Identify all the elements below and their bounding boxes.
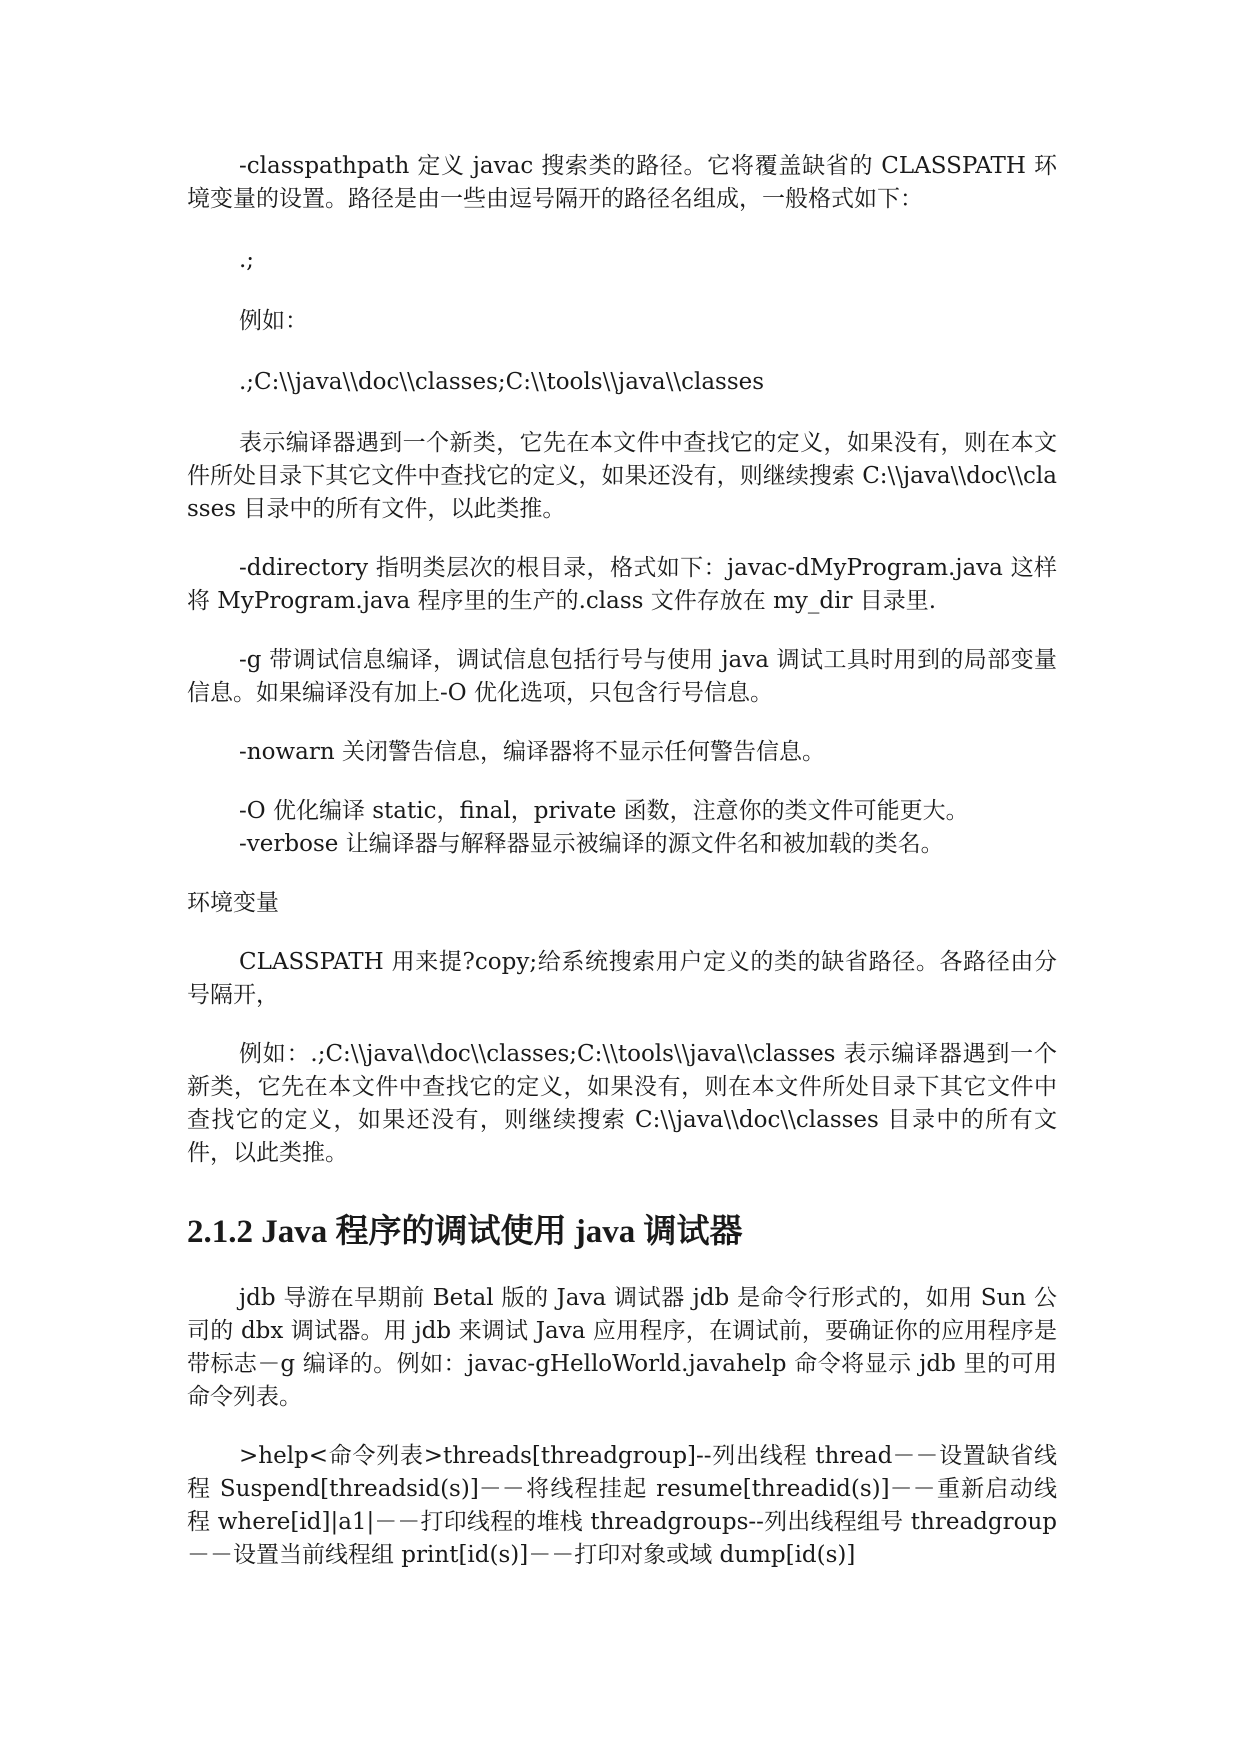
paragraph-classpath: -classpathpath 定义 javac 搜索类的路径。它将覆盖缺省的 CLASSPATH 环境变量的设置。路径是由一些由逗号隔开的路径名组成，一般格式如下： [187, 153, 1057, 212]
paragraph-jdb-commands: >help<命令列表>threads[threadgroup]--列出线程 thread－－设置缺省线程 Suspend[threadsid(s)]－－将线程挂起 resume[threadid(s)]－－重新启动线程 where[id]|a1|－－打印线程的堆栈 threadgroups--列出线程组号 threadgroup－－设置当前线程组 print[id(s)]－－打印对象或域 dump[id(s)] [187, 1443, 1057, 1568]
paragraph-nowarn: -nowarn 关闭警告信息，编译器将不显示任何警告信息。 [239, 739, 825, 765]
paragraph-classpath-env: CLASSPATH 用来提?copy;给系统搜索用户定义的类的缺省路径。各路径由分号隔开， [187, 949, 1057, 1008]
document-page [187, 150, 1057, 1572]
section-heading: 2.1.2 Java 程序的调试使用 java 调试器 [187, 1214, 743, 1250]
paragraph-verbose: -verbose 让编译器与解释器显示被编译的源文件名和被加载的类名。 [239, 831, 944, 857]
paragraph-example-env: 例如：.;C:\\java\\doc\\classes;C:\\tools\\java\\classes 表示编译器遇到一个新类，它先在本文件中查找它的定义，如果没有，则在本文件所处目录下其它文件中查找它的定义，如果还没有，则继续搜索 C:\\java\\doc\\classes 目录中的所有文件，以此类推。 [187, 1041, 1057, 1166]
paragraph-path-format: .; [239, 247, 255, 273]
paragraph-jdb-intro: jdb 导游在早期前 Betal 版的 Java 调试器 jdb 是命令行形式的，如用 Sun 公司的 dbx 调试器。用 jdb 来调试 Java 应用程序，在调试前，要确证你的应用程序是带标志－g 编译的。例如：javac-gHelloWorld.javahelp 命令将显示 jdb 里的可用命令列表。 [187, 1285, 1057, 1410]
paragraph-env-vars: 环境变量 [187, 890, 279, 916]
paragraph-g-option: -g 带调试信息编译，调试信息包括行号与使用 java 调试工具时用到的局部变量信息。如果编译没有加上-O 优化选项，只包含行号信息。 [187, 647, 1057, 706]
paragraph-compiler-search: 表示编译器遇到一个新类，它先在本文件中查找它的定义，如果没有，则在本文件所处目录下其它文件中查找它的定义，如果还没有，则继续搜索 C:\\java\\doc\\classes 目录中的所有文件，以此类推。 [187, 430, 1057, 522]
paragraph-ddirectory: -ddirectory 指明类层次的根目录，格式如下：javac-dMyProgram.java 这样将 MyProgram.java 程序里的生产的.class 文件存放在 my_dir 目录里. [187, 555, 1057, 614]
paragraph-example-label: 例如： [239, 308, 308, 334]
paragraph-optimize: -O 优化编译 static，final，private 函数，注意你的类文件可能更大。 [239, 798, 969, 824]
paragraph-example-path: .;C:\\java\\doc\\classes;C:\\tools\\java\\classes [239, 369, 765, 395]
